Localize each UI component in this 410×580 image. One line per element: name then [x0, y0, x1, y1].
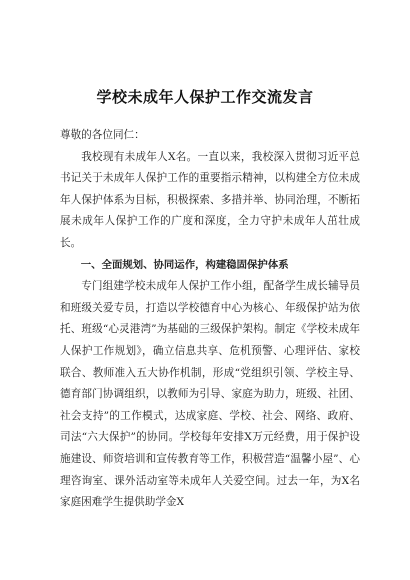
intro-paragraph: 我校现有未成年人X名。一直以来，我校深入贯彻习近平总书记关于未成年人保护工作的重要指示精神，以构建全方位未成年人保护体系为目标，积极探索、多措并举、协同治理，不断拓展未成年人保护工作的广度和深度，全力守护未成年人茁壮成长。: [60, 150, 360, 249]
document-body: [60, 125, 360, 514]
section-paragraph: 专门组建学校未成年人保护工作小组，配备学生成长辅导员和班级关爱专员，打造以学校德育中心为核心、年级保护站为依托、班级“心灵港湾”为基础的三级保护架构。制定《学校未成年人保护工作规划》，确立信息共享、危机预警、心理评估、家校联合、教师准入五大协作机制，形成“党组织引领、学校主导、德育部门协调组织，以教师为引导、家庭为助力，班级、社团、社会支持”的工作模式，达成家庭、学校、社会、网络、政府、司法“六大保护”的协同。学校每年安排X万元经费，用于保护设施建设、师资培训和宣传教育等工作，积极营造“温馨小屋”、心理咨询室、课外活动室等未成年人关爱空间。过去一年，为X名家庭困难学生提供助学金X: [60, 280, 360, 509]
salutation: 尊敬的各位同仁：: [60, 129, 145, 141]
document-title: 学校未成年人保护工作交流发言: [96, 88, 314, 106]
section-heading: 一、全面规划、协同运作，构建稳固保护体系: [80, 258, 289, 271]
